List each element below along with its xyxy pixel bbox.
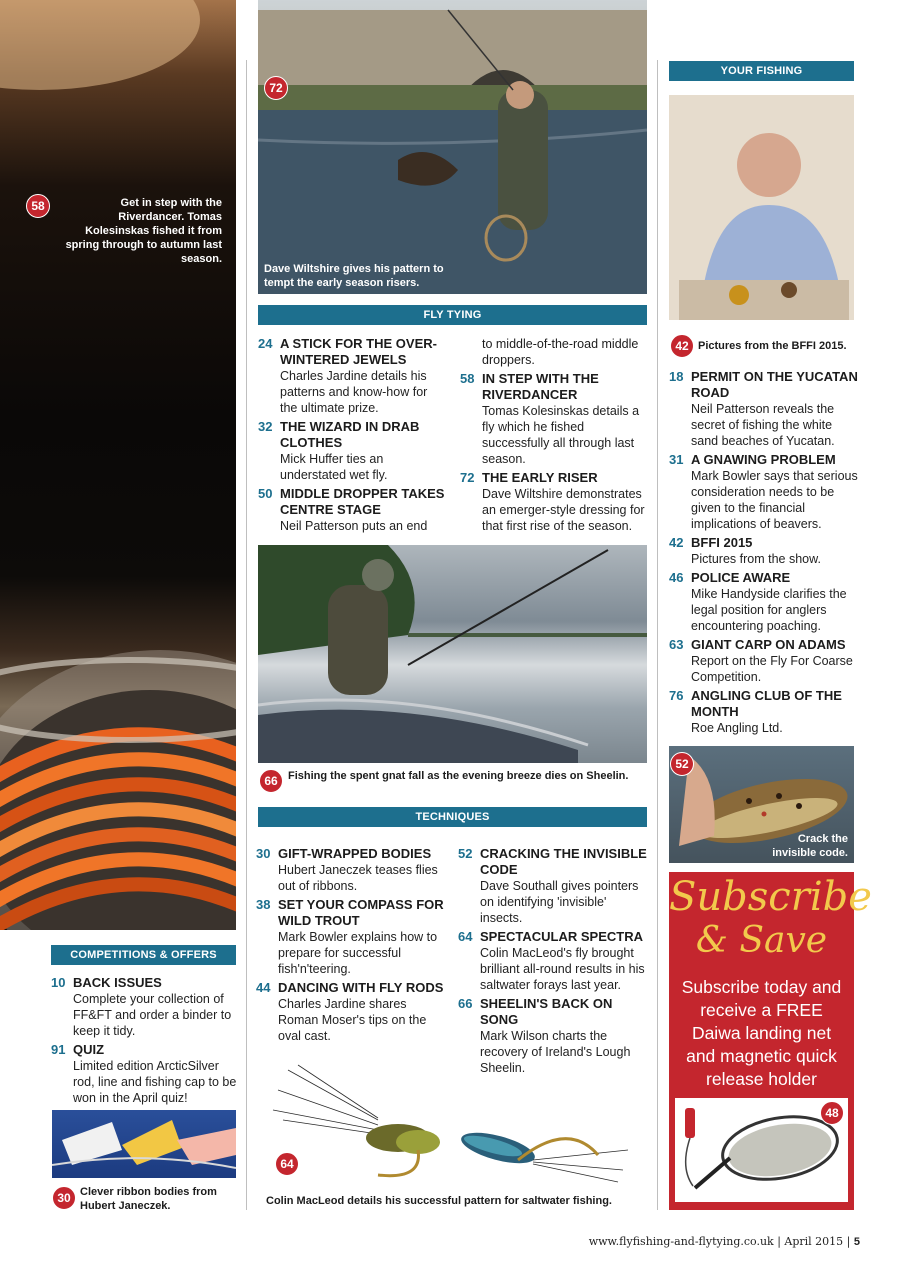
entry-desc: Tomas Kolesinskas details a fly which he fished successfully all through last season. [482,404,640,466]
badge-30: 30 [52,1186,76,1210]
your-fishing-entry[interactable] [669,637,859,685]
fly-tying-entry[interactable] [258,419,448,483]
entry-desc: Limited edition ArcticSilver rod, line and fishing cap to be won in the April quiz! [73,1059,237,1105]
entry-number: 58 [460,371,475,386]
reel-photo [0,0,236,930]
entry-title: QUIZ [73,1042,105,1057]
entry-desc: Mike Handyside clarifies the legal position for anglers encountering poaching. [691,587,847,633]
badge-42: 42 [670,334,694,358]
fly-tying-col2 [460,336,650,537]
fly-tying-header: FLY TYING [258,305,647,325]
entry-title: BACK ISSUES [73,975,162,990]
badge-72: 72 [264,76,288,100]
bffi-photo [669,95,854,320]
entry-title: MIDDLE DROPPER TAKES CENTRE STAGE [280,486,445,517]
entry-number: 38 [256,897,271,912]
entry-title: THE WIZARD IN DRAB CLOTHES [280,419,420,450]
entry-title: SET YOUR COMPASS FOR WILD TROUT [278,897,444,928]
techniques-header: TECHNIQUES [258,807,647,827]
early-riser-photo [258,0,647,294]
entry-desc: Charles Jardine details his patterns and know-how for the ultimate prize. [280,369,428,415]
entry-number: 30 [256,846,271,861]
entry-title: A GNAWING PROBLEM [691,452,836,467]
entry-number: 31 [669,452,684,467]
subscribe-script-line2: & Save [695,920,828,961]
entry-title: GIANT CARP ON ADAMS [691,637,846,652]
entry-desc: Report on the Fly For Coarse Competition. [691,654,853,684]
competitions-header: COMPETITIONS & OFFERS [51,945,236,965]
entry-title: POLICE AWARE [691,570,791,585]
fly-tying-entry[interactable] [460,470,650,534]
entry-number: 64 [458,929,473,944]
entry-desc: Neil Patterson reveals the secret of fishing the white sand beaches of Yucatan. [691,402,835,448]
entry-title: BFFI 2015 [691,535,753,550]
ribbon-caption: Clever ribbon bodies from Hubert Janeczek. [80,1186,217,1212]
entry-title: ANGLING CLUB OF THE MONTH [691,688,842,719]
fly-tying-entry[interactable] [258,336,448,416]
entry-desc: Mick Huffer ties an understated wet fly. [280,452,388,482]
entry-desc: Colin MacLeod's fly brought brilliant all-round results in his saltwater forays last year. [480,946,645,992]
entry-title: GIFT-WRAPPED BODIES [278,846,432,861]
competitions-list [51,975,241,1109]
early-riser-caption: Dave Wiltshire gives his pattern to tempt the early season risers. [264,263,444,289]
saltwater-flies-image [268,1060,648,1188]
techniques-entry[interactable] [256,897,446,977]
bffi-caption: Pictures from the BFFI 2015. [698,340,847,352]
entry-title: PERMIT ON THE YUCATAN ROAD [691,369,858,400]
entry-number: 63 [669,637,684,652]
techniques-entry[interactable] [458,929,650,993]
page-number: 5 [853,1236,860,1248]
trout-caption: Crack the invisible code. [772,833,848,859]
your-fishing-entry[interactable] [669,535,859,567]
badge-58: 58 [26,194,50,218]
riverdancer-caption: Get in step with the Riverdancer. Tomas Kolesinskas fished it from spring through to autumn last season. [65,197,222,265]
entry-number: 18 [669,369,684,384]
subscribe-offer-text: Subscribe today and receive a FREE Daiwa landing net and magnetic quick release holder [681,977,842,1089]
entry-desc: Charles Jardine shares Roman Moser's tips on the oval cast. [278,997,427,1043]
entry-number: 50 [258,486,273,501]
entry-number: 44 [256,980,271,995]
entry-desc: Neil Patterson puts an end [280,519,428,533]
fly-tying-entry[interactable] [460,371,650,467]
techniques-col2 [458,846,650,1079]
your-fishing-entry[interactable] [669,570,859,634]
footer-text: www.flyfishing-and-flytying.co.uk | April 2015 | [588,1235,851,1248]
entry-desc: Mark Bowler says that serious consideration needs to be given to the financial implications of beavers. [691,469,858,531]
entry-title: DANCING WITH FLY RODS [278,980,444,995]
competition-entry[interactable] [51,1042,241,1106]
badge-52: 52 [670,752,694,776]
competition-entry[interactable] [51,975,241,1039]
entry-desc: Hubert Janeczek teases flies out of ribbons. [278,863,438,893]
entry-number: 76 [669,688,684,703]
techniques-entry[interactable] [458,846,650,926]
column-divider-left [246,60,247,1210]
column-divider-right [657,60,658,1210]
trout-photo [669,746,854,863]
entry-desc: Mark Bowler explains how to prepare for successful fish'n'teering. [278,930,438,976]
your-fishing-entry[interactable] [669,688,859,736]
entry-title: A STICK FOR THE OVER-WINTERED JEWELS [280,336,437,367]
subscribe-panel[interactable] [669,872,872,1210]
entry-desc: Mark Wilson charts the recovery of Ireland's Lough Sheelin. [480,1029,631,1075]
entry-number: 42 [669,535,684,550]
techniques-col1 [256,846,446,1047]
entry-number: 91 [51,1042,66,1057]
badge-64: 64 [275,1152,299,1176]
entry-number: 10 [51,975,66,990]
entry-number: 32 [258,419,273,434]
your-fishing-entry[interactable] [669,369,859,449]
fly-tying-col1 [258,336,448,537]
entry-number: 72 [460,470,475,485]
page-footer [560,1235,860,1248]
entry-title: SPECTACULAR SPECTRA [480,929,643,944]
techniques-entry[interactable] [256,980,446,1044]
entry-desc: Dave Wiltshire demonstrates an emerger-style dressing for that first rise of the season. [482,487,645,533]
your-fishing-list [669,369,859,739]
entry-desc: Dave Southall gives pointers on identifying 'invisible' insects. [480,879,639,925]
your-fishing-entry[interactable] [669,452,859,532]
fly-tying-entry[interactable] [258,486,448,534]
entry-number: 52 [458,846,473,861]
entry-desc: Complete your collection of FF&FT and order a binder to keep it tidy. [73,992,232,1038]
entry-title: SHEELIN'S BACK ON SONG [480,996,613,1027]
saltwater-caption: Colin MacLeod details his successful pattern for saltwater fishing. [266,1195,612,1207]
subscribe-script-line1: Subscribe [669,874,872,920]
techniques-entry[interactable] [256,846,446,894]
sheelin-boat-photo [258,545,647,763]
entry-title: THE EARLY RISER [482,470,598,485]
entry-number: 66 [458,996,473,1011]
badge-66: 66 [259,769,283,793]
entry-title: CRACKING THE INVISIBLE CODE [480,846,647,877]
entry-number: 24 [258,336,273,351]
entry-desc: Pictures from the show. [691,552,821,566]
entry-desc: Roe Angling Ltd. [691,721,783,735]
your-fishing-header: YOUR FISHING [669,61,854,81]
ribbon-photo [52,1110,236,1178]
entry-desc-continued: to middle-of-the-road middle droppers. [482,337,639,367]
badge-48: 48 [820,1101,844,1125]
entry-number: 46 [669,570,684,585]
sheelin-caption: Fishing the spent gnat fall as the evening breeze dies on Sheelin. [288,770,629,782]
entry-title: IN STEP WITH THE RIVERDANCER [482,371,599,402]
